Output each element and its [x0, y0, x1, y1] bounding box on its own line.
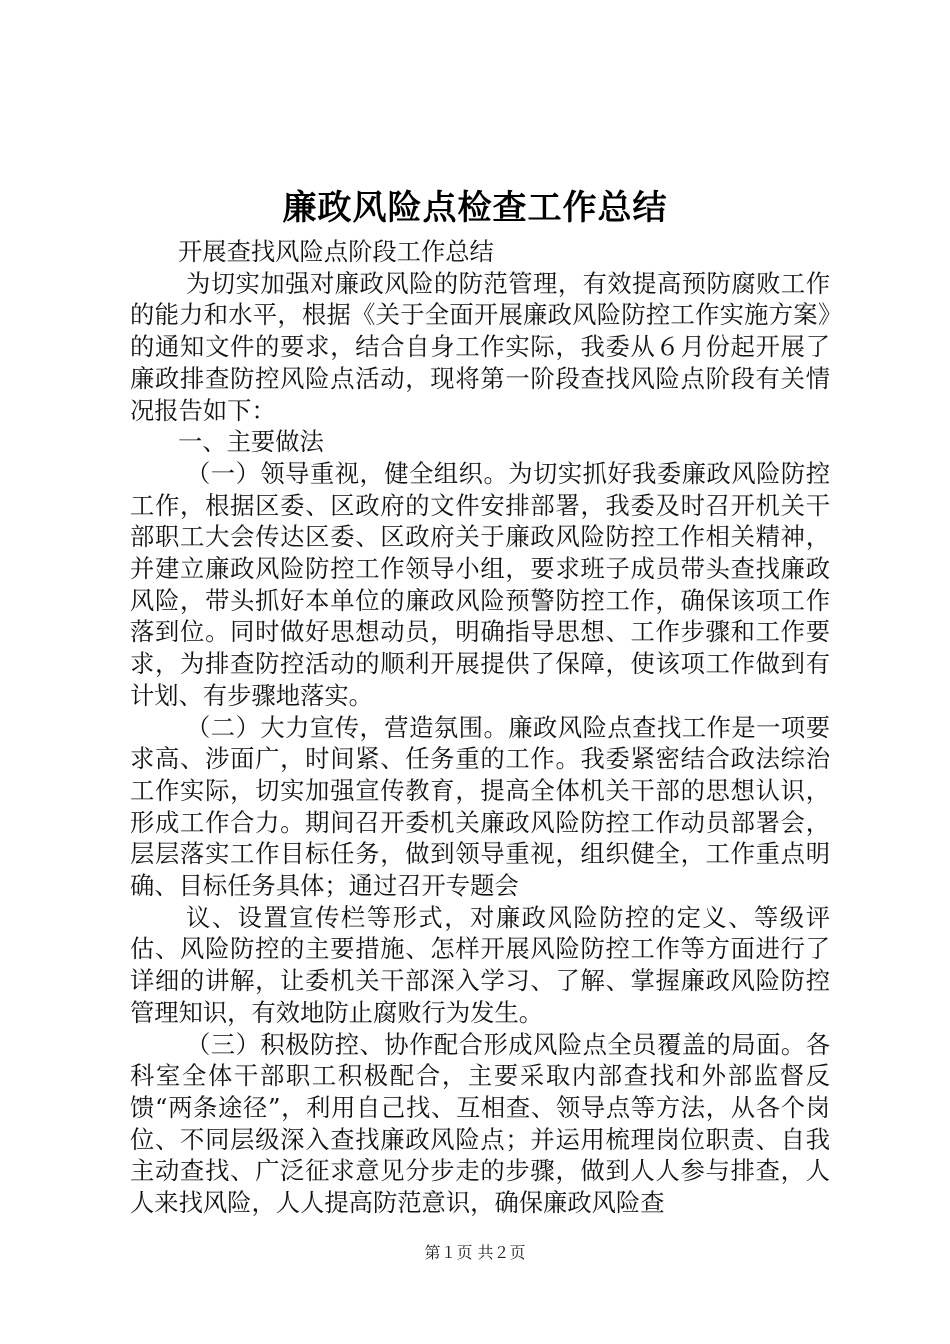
body-paragraph: （一）领导重视，健全组织。为切实抓好我委廉政风险防控工作，根据区委、区政府的文件安排部署，我委及时召开机关干部职工大会传达区委、区政府关于廉政风险防控工作相关精神，并建立廉政风险防控工作领导小组，要求班子成员带头查找廉政风险，带头抓好本单位的廉政风险预警防控工作，确保该项工作落到位。同时做好思想动员，明确指导思想、工作步骤和工作要求，为排查防控活动的顺利开展提供了保障，使该项工作做到有计划、有步骤地落实。	[130, 458, 830, 710]
document-title: 廉政风险点检查工作总结	[282, 188, 668, 228]
intro-paragraph: 为切实加强对廉政风险的防范管理，有效提高预防腐败工作的能力和水平，根据《关于全面开展廉政风险防控工作实施方案》的通知文件的要求，结合自身工作实际，我委从６月份起开展了廉政排查防控风险点活动，现将第一阶段查找风险点阶段有关情况报告如下：	[130, 268, 830, 425]
subtitle-paragraph: 开展查找风险点阶段工作总结	[178, 237, 494, 266]
body-paragraph: （二）大力宣传，营造氛围。廉政风险点查找工作是一项要求高、涉面广，时间紧、任务重的工作。我委紧密结合政法综治工作实际，切实加强宣传教育，提高全体机关干部的思想认识，形成工作合力。期间召开委机关廉政风险防控工作动员部署会，层层落实工作目标任务，做到领导重视，组织健全，工作重点明确、目标任务具体；通过召开专题会	[130, 712, 830, 901]
document-body	[130, 236, 830, 1219]
page-footer: 第１页 共２页	[424, 1243, 526, 1262]
body-paragraph: （三）积极防控、协作配合形成风险点全员覆盖的局面。各科室全体干部职工积极配合，主要采取内部查找和外部监督反馈“两条途径”，利用自己找、互相查、领导点等方法，从各个岗位、不同层级深入查找廉政风险点；并运用梳理岗位职责、自我主动查找、广泛征求意见分步走的步骤，做到人人参与排查，人人来找风险，人人提高防范意识，确保廉政风险查	[130, 1029, 830, 1218]
section-heading: 一、主要做法	[178, 427, 324, 457]
body-paragraph: 议、设置宣传栏等形式，对廉政风险防控的定义、等级评估、风险防控的主要措施、怎样开展风险防控工作等方面进行了详细的讲解，让委机关干部深入学习、了解、掌握廉政风险防控管理知识，有效地防止腐败行为发生。	[130, 902, 830, 1027]
